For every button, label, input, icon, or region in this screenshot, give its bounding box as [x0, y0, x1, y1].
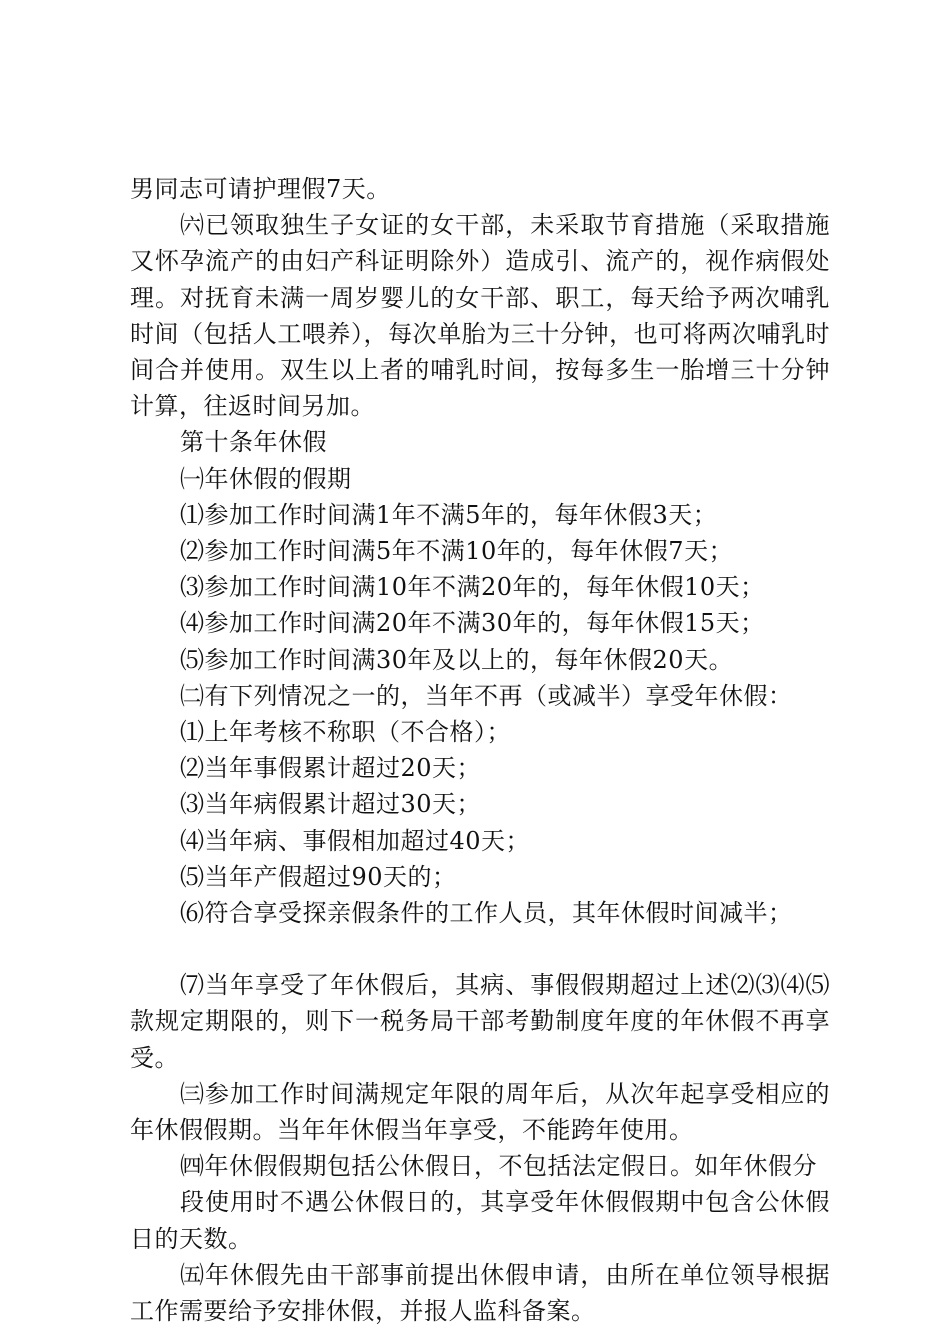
list-item-2: ⑵参加工作时间满5年不满10年的，每年休假7天； — [180, 537, 734, 566]
condition-item-3: ⑶当年病假累计超过30天； — [180, 790, 482, 819]
list-item-1: ⑴参加工作时间满1年不满5年的，每年休假3天； — [180, 500, 718, 529]
document-body — [130, 171, 830, 1329]
paragraph-nursing-leave-end: 男同志可请护理假7天。 — [130, 175, 391, 203]
section-5-paragraph: ㈤年休假先由干部事前提出休假申请，由所在单位领导根据工作需要给予安排休假，并报人监科备案。 — [130, 1260, 830, 1326]
condition-item-2: ⑵当年事假累计超过20天； — [180, 754, 482, 783]
list-item-3: ⑶参加工作时间满10年不满20年的，每年休假10天； — [180, 573, 765, 602]
article-10-heading: 第十条年休假 — [180, 428, 327, 457]
condition-item-4: ⑷当年病、事假相加超过40天； — [180, 826, 531, 855]
section-1-heading: ㈠年休假的假期 — [180, 464, 352, 493]
section-3-paragraph: ㈢参加工作时间满规定年限的周年后，从次年起享受相应的年休假假期。当年年休假当年享受，不能跨年使用。 — [130, 1079, 830, 1145]
paragraph-spacer — [130, 931, 830, 967]
condition-item-6: ⑹符合享受探亲假条件的工作人员，其年休假时间减半； — [180, 899, 793, 928]
paragraph-6-single-child-and-nursing: ㈥已领取独生子女证的女干部，未采取节育措施（采取措施又怀孕流产的由妇产科证明除外）造成引、流产的，视作病假处理。对抚育未满一周岁婴儿的女干部、职工，每天给予两次哺乳时间（包括人工喂养），每次单胎为三十分钟，也可将两次哺乳时间合并使用。双生以上者的哺乳时间，按每多生一胎增三十分钟计算，往返时间另加。 — [130, 211, 830, 421]
condition-item-7: ⑺当年享受了年休假后，其病、事假假期超过上述⑵⑶⑷⑸款规定期限的，则下一税务局干部考勤制度年度的年休假不再享受。 — [130, 971, 830, 1072]
list-item-5: ⑸参加工作时间满30年及以上的，每年休假20天。 — [180, 645, 734, 674]
list-item-4: ⑷参加工作时间满20年不满30年的，每年休假15天； — [180, 609, 765, 638]
condition-item-1: ⑴上年考核不称职（不合格）； — [180, 718, 511, 747]
condition-item-5: ⑸当年产假超过90天的； — [180, 862, 457, 891]
section-4-continuation: 段使用时不遇公休假日的，其享受年休假假期中包含公休假日的天数。 — [130, 1188, 830, 1253]
section-4-paragraph: ㈣年休假假期包括公休假日，不包括法定假日。如年休假分 — [180, 1152, 817, 1181]
section-2-heading: ㈡有下列情况之一的，当年不再（或减半）享受年休假： — [180, 681, 793, 710]
